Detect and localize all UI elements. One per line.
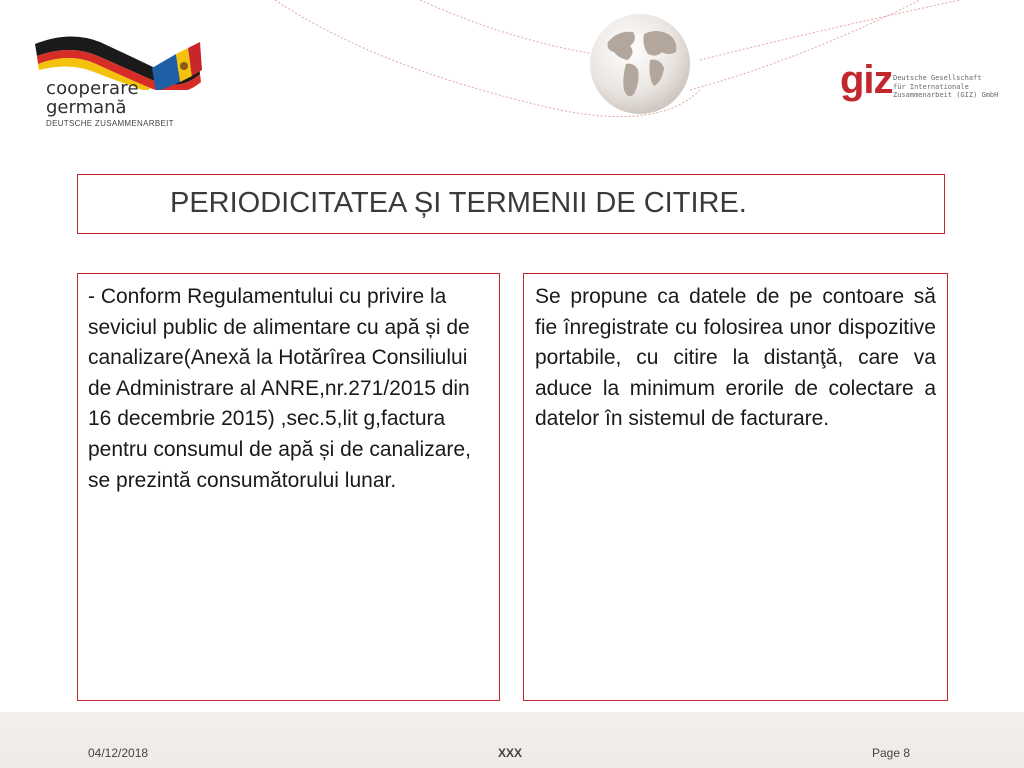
right-content-box [523,273,948,701]
giz-text-line1: Deutsche Gesellschaft [893,74,982,82]
footer-center-label: XXX [498,746,523,760]
left-column-text: - Conform Regulamentului cu privire la seviciul public de alimentare cu apă și de canalizare(Anexă la Hotărîrea Consiliului de Administrare al ANRE,nr.271/2015 din 16 decembrie 2015) ,sec.5,lit g,factura pentru consumul de apă și de canalizare, se prezintă consumătorului lunar. [88,285,471,492]
giz-text-line2: für Internationale [893,82,969,91]
giz-logo [840,58,1000,108]
giz-logo-icon: giz [840,58,893,102]
slide-title: PERIODICITATEA ȘI TERMENII DE CITIRE. [170,187,747,219]
slide-header [0,0,1024,175]
left-content-box [77,273,500,701]
footer-date: 04/12/2018 [88,746,149,760]
logo-text-deutsche-zusammenarbeit: DEUTSCHE ZUSAMMENARBEIT [46,119,174,128]
logo-text-cooperare: cooperare [46,78,139,99]
footer-page-number: Page 8 [872,746,911,760]
logo-text-germana: germană [46,97,127,118]
cooperare-germana-logo [30,30,210,140]
slide-title-box [77,174,945,234]
right-column-text: Se propune ca datele de pe contoare să fie înregistrate cu folosirea unor dispozitive portabile, cu citire la distanţă, care va aduce la minimum erorile de colectare a datelor în sistemul de facturare. [535,285,936,431]
giz-logo-text [893,74,998,100]
globe-icon [588,12,692,116]
giz-text-line3: Zusammenarbeit (GIZ) GmbH [893,91,999,99]
